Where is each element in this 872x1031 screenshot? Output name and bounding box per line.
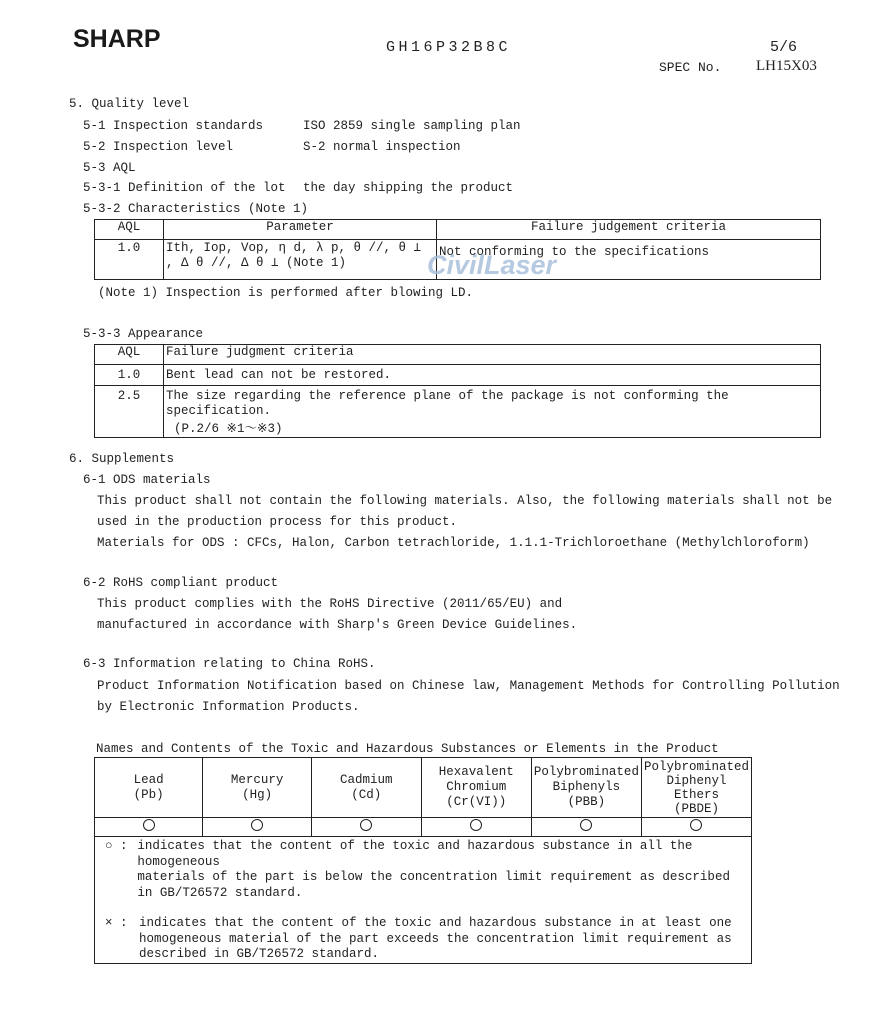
legend-x-line2: homogeneous material of the part exceeds the concentration limit requirement as (139, 931, 732, 946)
characteristics-label: 5-3-2 Characteristics (Note 1) (83, 202, 309, 216)
legend-o-symbol: ○ : (105, 839, 128, 853)
col-aql: AQL (95, 220, 164, 240)
subst-pbde-line2: Diphenyl (666, 773, 727, 788)
ods-line-1: This product shall not contain the following materials. Also, the following materials shall not be (97, 494, 833, 508)
model-number: GH16P32B8C (386, 39, 512, 56)
legend-cell (95, 837, 752, 964)
lead-mark (95, 818, 203, 837)
char-parameter-line1: Ith, Iop, Vop, η d, λ p, θ //, θ ⊥ (166, 241, 422, 255)
subst-pbde-line1: Polybrominated (643, 759, 749, 774)
chromium-mark (421, 818, 531, 837)
subst-pbb-line2: Biphenyls (552, 780, 621, 794)
subst-cadmium (311, 758, 421, 818)
china-rohs-label: 6-3 Information relating to China RoHS. (83, 657, 376, 671)
inspection-standards-value: ISO 2859 single sampling plan (303, 119, 521, 133)
subst-pbde-symbol: (PBDE) (673, 801, 719, 816)
legend-o-line2: materials of the part is below the concentration limit requirement as described (137, 870, 730, 884)
subst-chromium-line1: Hexavalent (438, 765, 514, 779)
subst-mercury-symbol: (Hg) (242, 787, 273, 802)
char-criteria-value: Not conforming to the specifications (437, 240, 821, 280)
appearance-label: 5-3-3 Appearance (83, 327, 204, 341)
circle-mark-icon (360, 819, 372, 831)
subst-pbb (531, 758, 641, 818)
legend-x (105, 916, 751, 963)
subst-hexavalent-chromium (421, 758, 531, 818)
subst-mercury (203, 758, 312, 818)
subst-cadmium-symbol: (Cd) (351, 787, 382, 802)
civillaser-watermark: CivilLaser (427, 250, 557, 280)
subst-mercury-name: Mercury (230, 772, 284, 787)
china-rohs-line-1: Product Information Notification based on Chinese law, Management Methods for Controlling Pollution (97, 679, 840, 693)
lot-definition-value: the day shipping the product (303, 181, 514, 195)
ods-materials-label: 6-1 ODS materials (83, 473, 211, 487)
legend-o-line3: in GB/T26572 standard. (137, 885, 303, 900)
subst-cadmium-name: Cadmium (340, 772, 393, 787)
page-number: 5/6 (770, 39, 798, 56)
ods-line-3: Materials for ODS : CFCs, Halon, Carbon tetrachloride, 1.1.1-Trichloroethane (Methylchloroform) (97, 536, 810, 550)
app-col-criteria: Failure judgment criteria (164, 345, 821, 365)
subst-chromium-symbol: (Cr(VI)) (446, 795, 507, 809)
app-row1-text: Bent lead can not be restored. (164, 365, 821, 386)
inspection-level-label: 5-2 Inspection level (83, 140, 234, 154)
section-5-title: 5. Quality level (69, 97, 190, 111)
lot-definition-label: 5-3-1 Definition of the lot (83, 181, 286, 195)
app-row2-cell (164, 386, 821, 438)
subst-pbde-line3: Ethers (673, 787, 719, 802)
legend-x-line1: indicates that the content of the toxic and hazardous substance in at least one (139, 916, 732, 930)
legend-o (105, 839, 751, 901)
subst-lead (95, 758, 203, 818)
app-row2-aql: 2.5 (95, 386, 164, 438)
rohs-line-2: manufactured in accordance with Sharp's Green Device Guidelines. (97, 618, 578, 632)
app-row1-aql: 1.0 (95, 365, 164, 386)
subst-chromium-line2: Chromium (446, 780, 507, 794)
inspection-standards-label: 5-1 Inspection standards (83, 119, 264, 133)
app-row2-reference: (P.2/6 ※1～※3) (174, 422, 283, 436)
subst-lead-symbol: (Pb) (133, 787, 164, 802)
rohs-line-1: This product complies with the RoHS Directive (2011/65/EU) and (97, 597, 563, 611)
legend-o-line1: indicates that the content of the toxic and hazardous substance in all the homogeneous (137, 839, 693, 869)
china-rohs-line-2: by Electronic Information Products. (97, 700, 360, 714)
spec-number: LH15X03 (756, 58, 817, 74)
app-row2-text: The size regarding the reference plane of the package is not conforming the specification. (166, 389, 729, 418)
char-parameter-cell (164, 240, 437, 280)
col-criteria: Failure judgement criteria (437, 220, 821, 240)
subst-lead-name: Lead (133, 772, 164, 787)
note-1: (Note 1) Inspection is performed after blowing LD. (98, 286, 474, 300)
sharp-logo: SHARP (73, 25, 161, 53)
circle-mark-icon (690, 819, 702, 831)
circle-mark-icon (470, 819, 482, 831)
legend-x-symbol: × : (105, 916, 128, 930)
legend-x-text (139, 916, 732, 963)
legend-o-text (137, 839, 751, 901)
col-parameter: Parameter (164, 220, 437, 240)
subst-pbb-line1: Polybrominated (533, 765, 639, 779)
appearance-table (94, 344, 821, 438)
char-aql-value: 1.0 (95, 240, 164, 280)
pbb-mark (531, 818, 641, 837)
ods-line-2: used in the production process for this product. (97, 515, 458, 529)
rohs-label: 6-2 RoHS compliant product (83, 576, 279, 590)
substances-table-caption: Names and Contents of the Toxic and Hazardous Substances or Elements in the Product (96, 742, 719, 756)
inspection-level-value: S-2 normal inspection (303, 140, 461, 154)
subst-pbde (641, 758, 751, 818)
char-parameter-line2: , Δ θ //, Δ θ ⊥ (Note 1) (166, 256, 347, 270)
pbde-mark (641, 818, 751, 837)
aql-label: 5-3 AQL (83, 161, 136, 175)
mercury-mark (203, 818, 312, 837)
circle-mark-icon (143, 819, 155, 831)
app-col-aql: AQL (95, 345, 164, 365)
circle-mark-icon (580, 819, 592, 831)
substances-table (94, 757, 752, 964)
circle-mark-icon (251, 819, 263, 831)
subst-pbb-symbol: (PBB) (567, 795, 606, 809)
section-6-title: 6. Supplements (69, 452, 175, 466)
spec-label: SPEC No. (659, 60, 722, 75)
cadmium-mark (311, 818, 421, 837)
legend-x-line3: described in GB/T26572 standard. (139, 947, 380, 961)
